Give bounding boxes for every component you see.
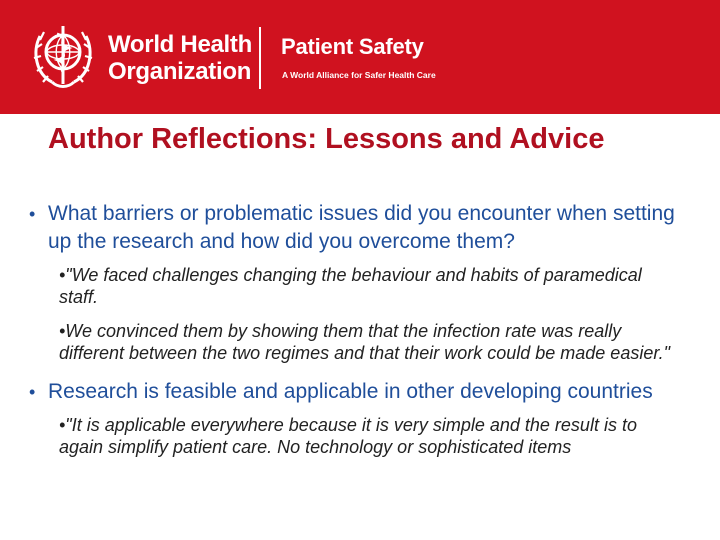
org-name-line2: Organization xyxy=(108,58,252,85)
org-name-line1: World Health xyxy=(108,31,252,58)
sub-bullet-item: •"It is applicable everywhere because it is very simple and the result is to again simplify patient care. No technology or sophisticated items xyxy=(59,415,637,457)
bullet-item xyxy=(29,200,688,256)
bullet-text: Research is feasible and applicable in other developing countries xyxy=(48,380,653,403)
bullet-text: What barriers or problematic issues did you encounter when setting up the research and how did you overcome them? xyxy=(48,202,675,253)
header-banner xyxy=(0,0,720,114)
sub-bullet-item: •We convinced them by showing them that the infection rate was really different between the two regimes and that their work could be made easier." xyxy=(59,321,671,363)
bullet-item xyxy=(29,378,688,406)
sub-bullet-item: •"We faced challenges changing the behaviour and habits of paramedical staff. xyxy=(59,265,642,307)
program-tagline: A World Alliance for Safer Health Care xyxy=(282,70,436,80)
program-name: Patient Safety xyxy=(281,34,424,59)
bullet-marker: • xyxy=(29,204,36,224)
header-divider xyxy=(259,27,261,89)
organization-name xyxy=(108,31,252,85)
bullet-marker: • xyxy=(29,382,36,402)
slide-title: Author Reflections: Lessons and Advice xyxy=(48,123,605,155)
slide-content xyxy=(0,200,720,458)
who-emblem-icon xyxy=(30,22,96,92)
